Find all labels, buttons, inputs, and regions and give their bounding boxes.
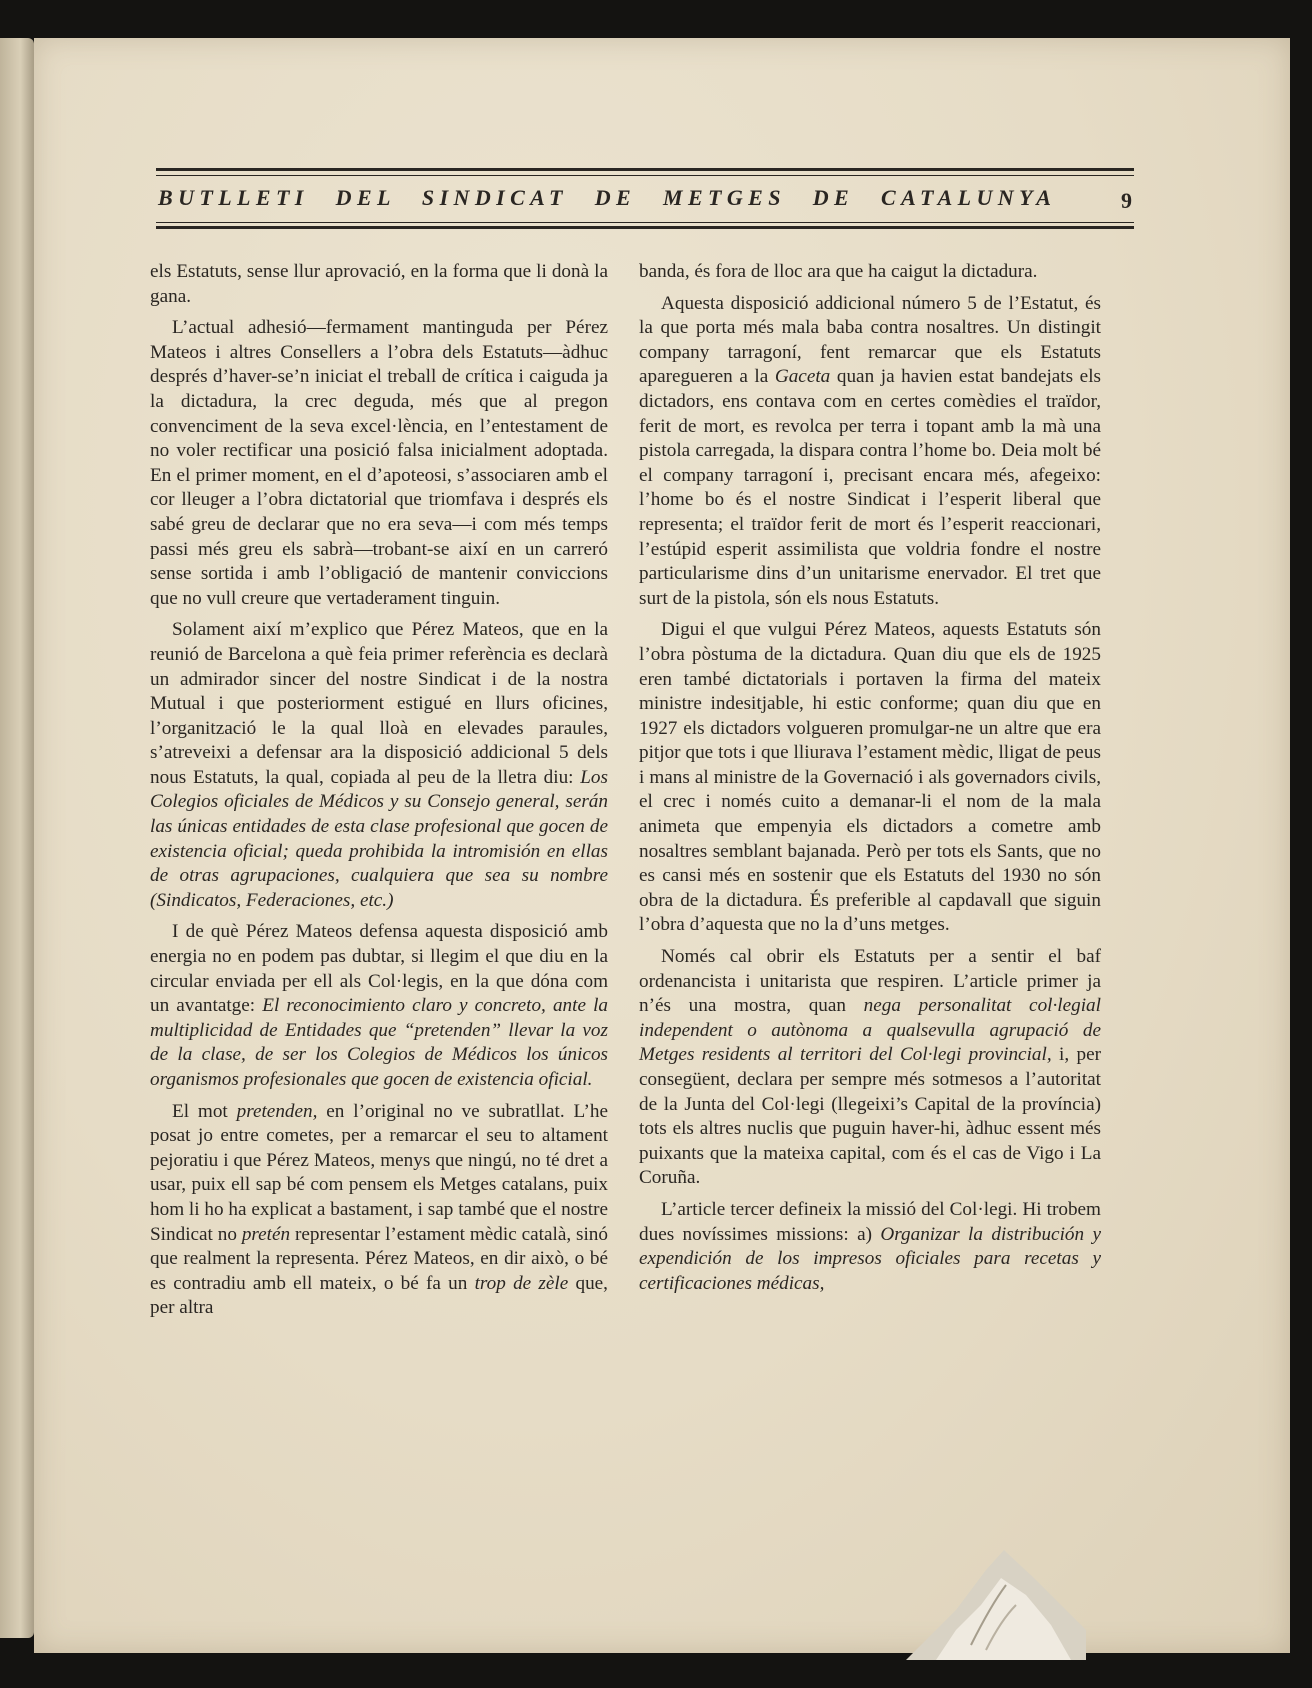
text-run: L’article tercer defineix la missió del Col·legi. Hi trobem dues novíssimes missions: a): [639, 1198, 1101, 1245]
text-run: I de què Pérez Mateos defensa aquesta disposició amb energia no en podem pas dubtar, si llegim el que diu en la circular enviada per ell als Col·legis, en la que dóna com un avantatge:: [150, 921, 608, 1017]
text-run: quan ja havien estat bandejats els dictadors, ens contava com en certes comèdies el traïdor, ferit de mort, es revolca per terra i topant amb la mà una pistola carregada, la dispara contra l’home bo. Deia molt bé el company tarragoní i, precisant encara més, afegeixo: l’home bo és el nostre Sindicat i l’esperit liberal que representa; el traïdor ferit de mort és l’esperit reaccionari, l’estúpid esperit assimilista que voldria fondre el nostre particularisme dins d’un unitarisme enervador. El tret que surt de la pistola, són els nous Estatuts.: [639, 366, 1101, 609]
italic-quote: Organizar la distribución y expendición de los impresos oficiales para recetas y certificaciones médicas,: [639, 1223, 1101, 1294]
header-rule-top: [156, 168, 1134, 171]
text-run: i, per consegüent, declara per sempre més sotmesos a l’autoritat de la Junta del Col·legi (llegeixi’s Capital de la província) tots els altres nuclis que puguin haver-hi, àdhuc essent més puixants que la mateixa capital, com és el cas de Vigo i La Coruña.: [639, 1044, 1101, 1189]
paragraph: [150, 618, 608, 913]
right-text-column: [639, 260, 1101, 1520]
paragraph: [639, 618, 1101, 938]
paragraph: [639, 945, 1101, 1191]
page-number: 9: [1121, 188, 1132, 213]
italic-quote: Gaceta: [774, 366, 831, 388]
header-rule-bottom-thin: [156, 222, 1134, 223]
italic-quote: trop de zèle: [474, 1272, 569, 1294]
text-run: en l’original no ve subratllat. L’he posat jo entre cometes, per a remarcar el seu to altament pejoratiu i que Pérez Mateos, menys que ningú, no té dret a usar, puix ell sap bé com pensem els Metges catalans, puix hom li ho ha explicat a bastament, i sap també que el nostre Sindicat no: [150, 1100, 608, 1245]
italic-quote: Los Colegios oficiales de Médicos y su Consejo general, serán las únicas entidades de esta clase profesional que gocen de existencia oficial; queda prohibida la intromisión en ellas de otras agrupaciones, cualquiera que sea su nombre (Sindicatos, Federaciones, etc.): [150, 766, 608, 911]
paragraph: [639, 1198, 1101, 1296]
paragraph: [150, 920, 608, 1092]
text-run: Només cal obrir els Estatuts per a sentir el baf ordenancista i unitarista que respiren. L’article primer ja n’és una mostra, quan: [639, 946, 1101, 1017]
text-run: L’actual adhesió—fermament mantinguda per Pérez Mateos i altres Consellers a l’obra dels Estatuts—àdhuc després d’haver-se’n iniciat el treball de crítica i caiguda ja la dictadura, la crec deguda, més que al pregon convenciment de la seva excel·lència, en l’entestament de no voler rectificar una posició falsa inicialment adoptada. En el primer moment, en el d’apoteosi, s’associaren amb el cor lleuger a l’obra dictatorial que triomfava i després els sabé greu de declarar que no era seva—i com més temps passi més greu els sabrà—trobant-se així en un carreró sense sortida i amb l’obligació de mantenir conviccions que no vull creure que vertaderament tinguin.: [150, 317, 608, 609]
text-run: El mot: [172, 1100, 237, 1122]
left-text-column: [150, 260, 608, 1520]
text-run: representar l’estament mèdic català, sinó que realment la representa. Pérez Mateos, en dir això, o bé es contradiu amb ell mateix, o bé fa un: [150, 1223, 608, 1294]
paragraph: [639, 260, 1101, 285]
paragraph: [150, 260, 608, 309]
header-rule-bottom: [156, 226, 1134, 229]
document-page: [34, 38, 1290, 1653]
italic-quote: nega personalitat col·legial independent o autònoma a qualsevulla agrupació de Metges residents al territori del Col·legi provincial,: [639, 995, 1101, 1066]
running-header: [156, 134, 1134, 238]
text-run: Aquesta disposició addicional número 5 de l’Estatut, és la que porta més mala baba contra nosaltres. Un distingit company tarragoní, fent remarcar que els Estatuts aparegueren a la: [639, 292, 1101, 388]
paragraph: [150, 316, 608, 611]
italic-quote: pretén: [241, 1223, 291, 1245]
text-run: Solament així m’explico que Pérez Mateos, que en la reunió de Barcelona a què feia primer referència es declarà un admirador sincer del nostre Sindicat i de la nostra Mutual i que posteriorment estigué en llurs oficines, l’organització le la qual lloà en elevades paraules, s’atreveixi a defensar ara la disposició addicional 5 dels nous Estatuts, la qual, copiada al peu de la lletra diu:: [150, 619, 608, 788]
italic-quote: pretenden,: [236, 1100, 318, 1122]
text-run: els Estatuts, sense llur aprovació, en la forma que li donà la gana.: [150, 261, 608, 307]
previous-page-edge: [0, 38, 34, 1638]
paragraph: [639, 292, 1101, 612]
text-run: banda, és fora de lloc ara que ha caigut la dictadura.: [639, 261, 1038, 282]
journal-title: BUTLLETI DEL SINDICAT DE METGES DE CATALUNYA: [158, 185, 1057, 210]
torn-corner: [876, 1550, 1086, 1660]
text-run: Digui el que vulgui Pérez Mateos, aquests Estatuts són l’obra pòstuma de la dictadura. Quan diu que els de 1925 eren també dictatorials i portaven la firma del mateix ministre indesitjable, hi estic conforme; quan diu que en 1927 els dictadors volgueren promulgar-ne un altre que era pitjor que tots i que lliurava l’estament mèdic, lligat de peus i mans al ministre de la Governació i als governadors civils, el crec i només cuito a demanar-li el nom de la mala animeta que empenyia els dictadors a cometre amb nosaltres semblant bajanada. Però per tots els Sants, que no es cansi més en sostenir que els Estatuts del 1930 no són obra de la dictadura. És preferible al capdavall que siguin l’obra d’aquesta que no la d’uns metges.: [639, 619, 1101, 936]
paragraph: [150, 1100, 608, 1321]
italic-quote: El reconocimiento claro y concreto, ante la multiplicidad de Entidades que “pretenden” llevar la voz de la clase, de ser los Colegios de Médicos los únicos organismos profesionales que gocen de existencia oficial.: [150, 995, 608, 1090]
text-run: que, per altra: [150, 1272, 608, 1319]
header-rule-top-thin: [156, 175, 1134, 176]
